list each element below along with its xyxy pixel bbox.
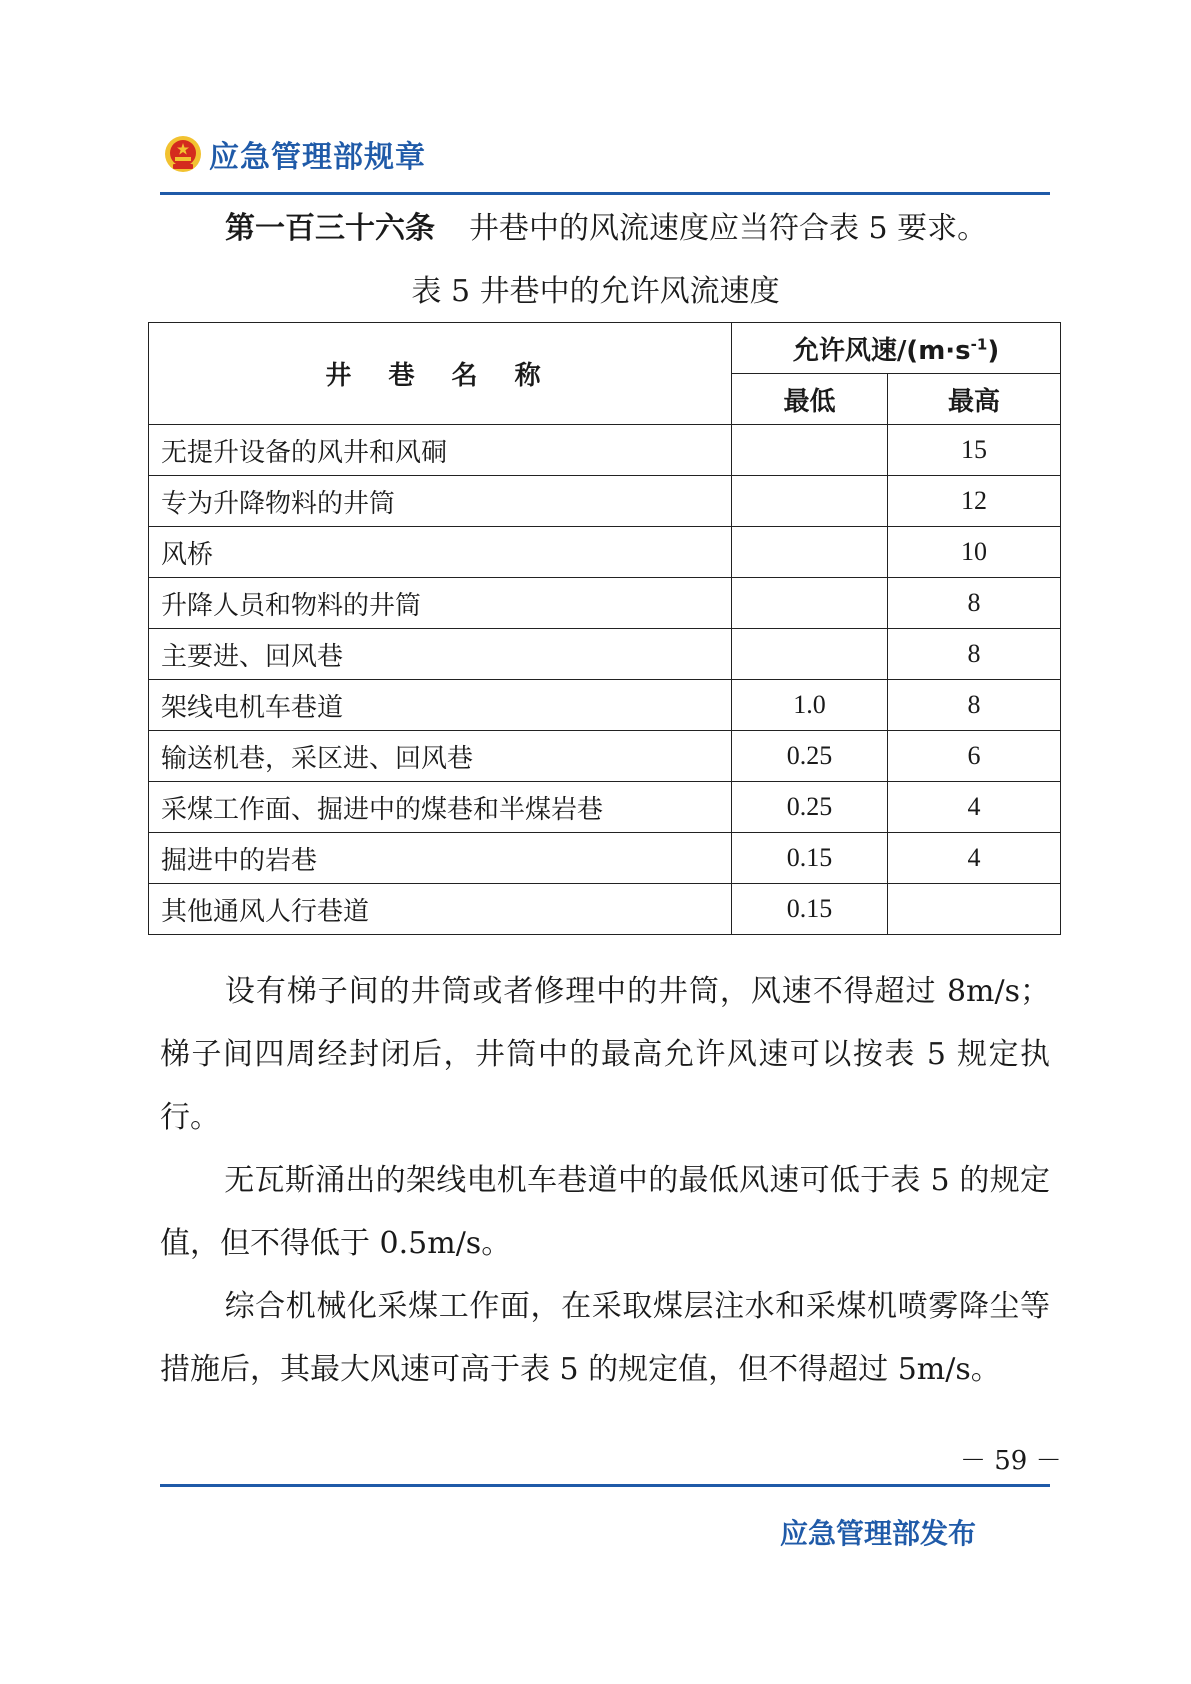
table-row: 输送机巷，采区进、回风巷 0.25 6 — [149, 731, 1061, 782]
article-number: 第一百三十六条 — [225, 211, 435, 246]
national-emblem-icon — [163, 134, 203, 174]
table-row: 采煤工作面、掘进中的煤巷和半煤岩巷 0.25 4 — [149, 782, 1061, 833]
column-header-name: 井 巷 名 称 — [149, 323, 732, 425]
table-row: 架线电机车巷道 1.0 8 — [149, 680, 1061, 731]
table-row: 主要进、回风巷 8 — [149, 629, 1061, 680]
body-paragraph: 设有梯子间的井筒或者修理中的井筒，风速不得超过 8m/s；梯子间四周经封闭后，井筒中的最高允许风速可以按表 5 规定执行。 — [160, 974, 1050, 1135]
footer-rule — [160, 1484, 1050, 1487]
header-title: 应急管理部规章 — [209, 140, 426, 175]
column-header-speed: 允许风速$/(m\cdot s^{-1})$ — [732, 323, 1061, 374]
table-row: 掘进中的岩巷 0.15 4 — [149, 833, 1061, 884]
table-row: 专为升降物料的井筒 12 — [149, 476, 1061, 527]
page-number: － 59 － — [960, 1446, 1062, 1476]
table-row: 风桥 10 — [149, 527, 1061, 578]
article-text: 井巷中的风流速度应当符合表 5 要求。 — [469, 211, 988, 246]
body-paragraph: 无瓦斯涌出的架线电机车巷道中的最低风速可低于表 5 的规定值，但不得低于 0.5m/s。 — [160, 1163, 1050, 1261]
column-header-min: 最低 — [732, 374, 888, 425]
table-row: 升降人员和物料的井筒 8 — [149, 578, 1061, 629]
body-paragraph: 综合机械化采煤工作面，在采取煤层注水和采煤机喷雾降尘等措施后，其最大风速可高于表 5 的规定值，但不得超过 5m/s。 — [160, 1289, 1050, 1387]
wind-speed-table — [148, 322, 1061, 935]
table-row: 无提升设备的风井和风硐 15 — [149, 425, 1061, 476]
page-header — [163, 130, 426, 178]
column-header-max: 最高 — [888, 374, 1061, 425]
footer-publisher: 应急管理部发布 — [780, 1517, 977, 1550]
table-caption: 表 5 井巷中的允许风流速度 — [411, 274, 780, 309]
header-rule — [160, 192, 1050, 195]
article-heading — [225, 205, 987, 253]
table-row: 其他通风人行巷道 0.15 — [149, 884, 1061, 935]
